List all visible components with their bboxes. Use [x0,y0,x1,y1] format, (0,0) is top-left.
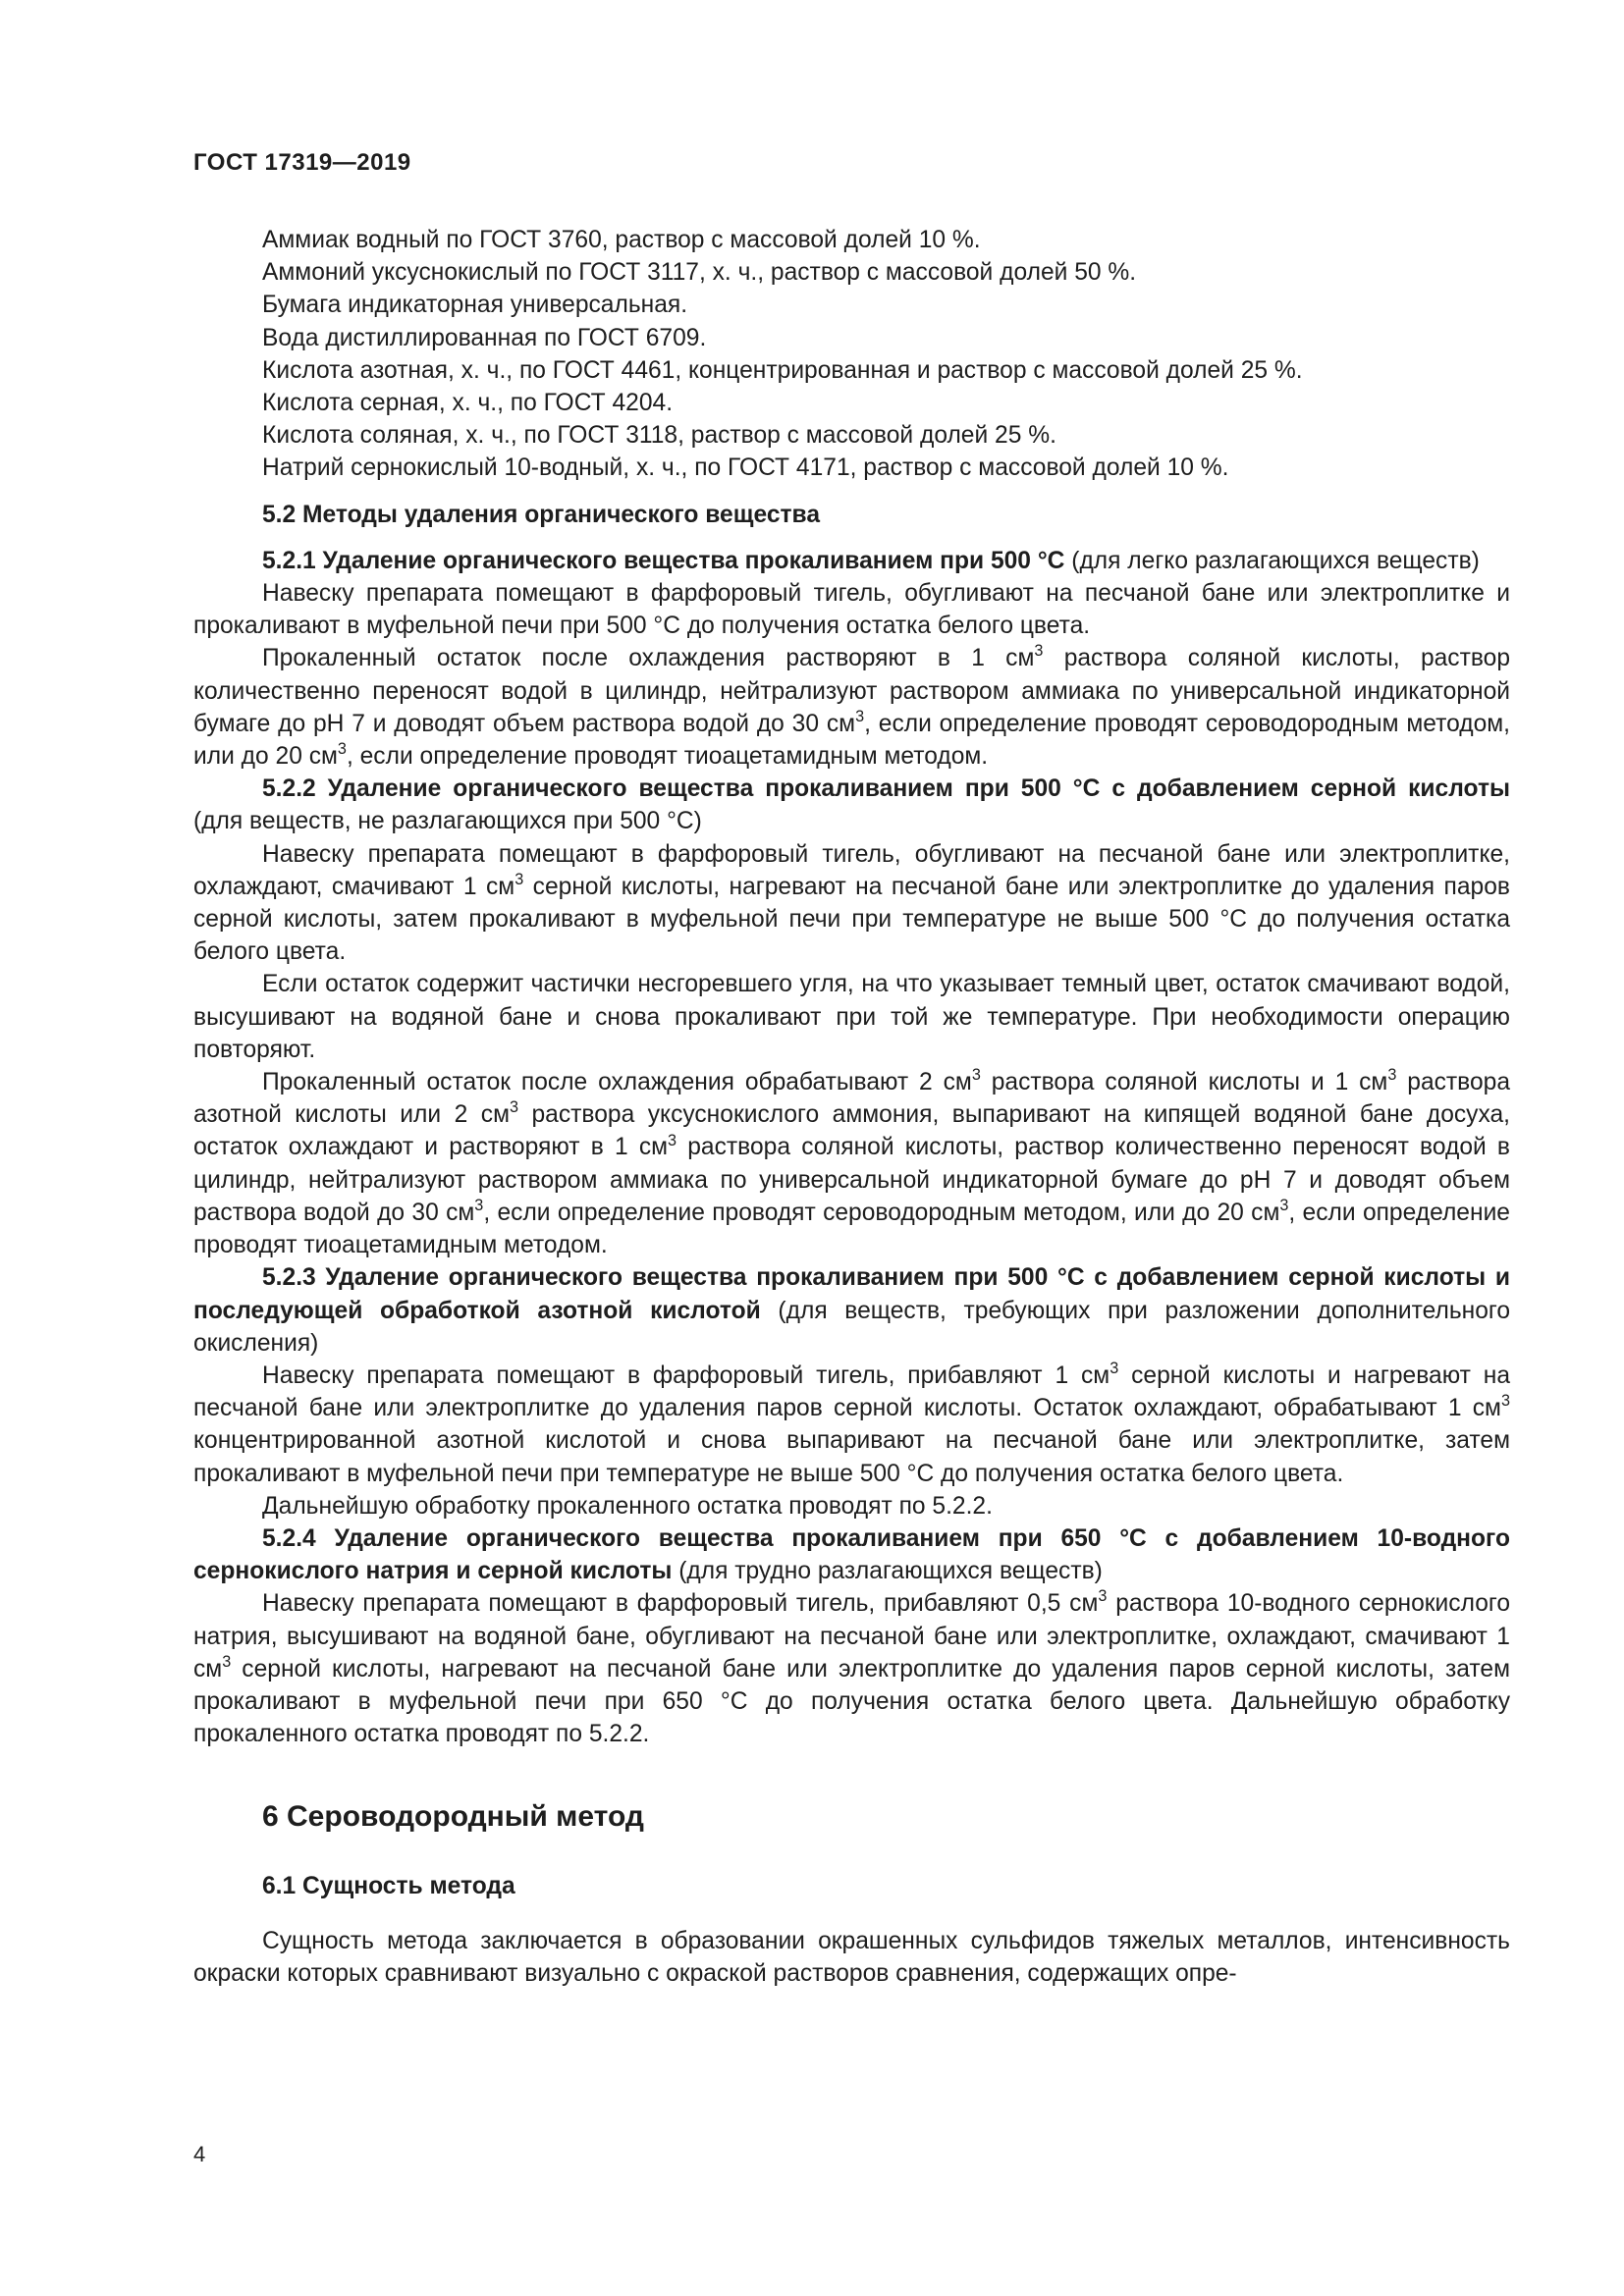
paragraph [193,1066,1510,1261]
section-title-note: (для легко разлагающихся веществ) [1064,547,1480,574]
section-title-bold: 5.2.2 Удаление органического вещества прокаливанием при 500 °С с добавлением серной кислоты [262,775,1510,803]
section-title-note: (для трудно разлагающихся веществ) [672,1558,1103,1585]
reagent-item: Кислота азотная, х. ч., по ГОСТ 4461, концентрированная и раствор с массовой долей 25 %. [262,356,1303,384]
text-run: раствора соляной кислоты, раствор количественно переносят водой в цилиндр, нейтрализуют раствором аммиака по универсальной индикаторной бумаге до рН 7 и доводят объем раствора водой до 30 см [193,645,1511,737]
superscript: 3 [1034,642,1044,661]
section-5-2-2-title [193,773,1510,837]
paragraph [193,1360,1510,1490]
text-run: , если определение проводят сероводородным методом, или до 20 см [483,1199,1280,1226]
paragraph [193,1587,1510,1750]
superscript: 3 [1110,1359,1119,1377]
reagent-item: Вода дистиллированная по ГОСТ 6709. [262,324,707,351]
section-6-heading: 6 Сероводородный метод [262,1800,644,1834]
text-run: концентрированной азотной кислотой и снова выпаривают на песчаной бане или электроплитке, затем прокаливают в муфельной печи при температуре не выше 500 °С до получения остатка белого цвета. [193,1427,1510,1487]
reagent-item: Кислота серная, х. ч., по ГОСТ 4204. [262,390,674,417]
section-title-note: (для веществ, требующих при разложении дополнительного окисления) [193,1297,1510,1357]
section-title-note: (для веществ, не разлагающихся при 500 °С) [193,808,702,835]
text-run: серной кислоты, нагревают на песчаной бане или электроплитке до удаления паров серной кислоты, затем прокаливают в муфельной печи при температуре не выше 500 °С до получения остатка белого цвета. [193,873,1510,966]
document-body [193,224,1510,1990]
superscript: 3 [509,1098,519,1117]
superscript: 3 [1279,1196,1289,1214]
superscript: 3 [668,1131,677,1149]
section-5-2-title: 5.2 Методы удаления органического вещества [262,501,821,528]
page-number: 4 [193,2142,206,2166]
reagent-item: Натрий сернокислый 10-водный, х. ч., по ГОСТ 4171, раствор с массовой долей 10 %. [262,454,1229,482]
text-run: раствора уксуснокислого аммония, выпаривают на кипящей водяной бане досуха, остаток охлаждают и растворяют в 1 см [193,1101,1510,1161]
section-title-bold: 5.2.4 Удаление органического вещества прокаливанием при 650 °С с добавлением 10-водного сернокислого натрия и серной кислоты [193,1524,1510,1585]
superscript: 3 [1387,1066,1397,1085]
superscript: 3 [474,1196,484,1214]
reagent-item: Аммиак водный по ГОСТ 3760, раствор с массовой долей 10 %. [262,227,981,253]
section-5-2-4-title [193,1522,1510,1587]
superscript: 3 [855,707,865,725]
text-run: Навеску препарата помещают в фарфоровый тигель, прибавляют 1 см [262,1362,1110,1389]
text-run: раствора соляной кислоты и 1 см [980,1069,1388,1096]
section-title-bold: 5.2.1 Удаление органического вещества прокаливанием при 500 °С [262,547,1065,574]
text-run: Прокаленный остаток после охлаждения растворяют в 1 см [262,645,1035,672]
text-run: раствора азотной кислоты или 2 см [193,1069,1511,1129]
reagent-item: Бумага индикаторная универсальная. [262,292,688,319]
superscript: 3 [514,870,524,888]
paragraph [193,642,1510,773]
text-run: раствора соляной кислоты, раствор количественно переносят водой в цилиндр, нейтрализуют раствором аммиака по универсальной индикаторной бумаге до рН 7 и доводят объем раствора водой до 30 см [193,1134,1510,1226]
reagent-item: Аммоний уксуснокислый по ГОСТ 3117, х. ч., раствор с массовой долей 50 %. [262,259,1137,287]
superscript: 3 [222,1652,232,1671]
text-run: , если определение проводят сероводородным методом, или до 20 см [193,710,1511,771]
reagent-list [193,224,1510,485]
text-run: Прокаленный остаток после охлаждения обрабатывают 2 см [262,1069,972,1096]
paragraph: Если остаток содержит частички несгоревшего угля, на что указывает темный цвет, остаток смачивают водой, высушивают на водяной бане и снова прокаливают при той же температуре. При необходимости операцию повторяют. [193,971,1510,1063]
paragraph [193,838,1510,969]
superscript: 3 [971,1066,981,1085]
section-5-2-1-title [193,545,1510,577]
text-run: Навеску препарата помещают в фарфоровый тигель, обугливают на песчаной бане или электроплитке, охлаждают, смачивают 1 см [193,840,1510,900]
section-title-bold: 5.2.3 Удаление органического вещества прокаливанием при 500 °С с добавлением серной кислоты и последующей обработкой азотной кислотой [193,1264,1510,1324]
superscript: 3 [337,740,347,759]
section-5-2-3-title [193,1261,1510,1360]
paragraph: Дальнейшую обработку прокаленного остатка проводят по 5.2.2. [262,1492,993,1520]
superscript: 3 [1500,1392,1510,1411]
text-run: , если определение проводят тиоацетамидным методом. [193,1199,1510,1259]
text-run: , если определение проводят тиоацетамидным методом. [346,743,989,771]
reagent-item: Кислота соляная, х. ч., по ГОСТ 3118, раствор с массовой долей 25 %. [262,422,1056,450]
paragraph: Сущность метода заключается в образовании окрашенных сульфидов тяжелых металлов, интенсивность окраски которых сравнивают визуально с окраской растворов сравнения, содержащих опре- [193,1927,1510,1987]
document-code-header: ГОСТ 17319—2019 [193,149,411,176]
text-run: серной кислоты и нагревают на песчаной бане или электроплитке до удаления паров серной кислоты. Остаток охлаждают, обрабатывают 1 см [193,1362,1511,1422]
text-run: серной кислоты, нагревают на песчаной бане или электроплитке до удаления паров серной кислоты, затем прокаливают в муфельной печи при 650 °С до получения остатка белого цвета. Дальнейшую обработку прокаленного остатка проводят по 5.2.2. [193,1655,1510,1748]
section-6-1-heading: 6.1 Сущность метода [262,1873,515,1900]
text-run: раствора 10-водного сернокислого натрия, высушивают на водяной бане, обугливают на песчаной бане или электроплитке, охлаждают, смачивают 1 см [193,1590,1510,1682]
text-run: Навеску препарата помещают в фарфоровый тигель, прибавляют 0,5 см [262,1590,1099,1618]
paragraph: Навеску препарата помещают в фарфоровый тигель, обугливают на песчаной бане или электроплитке и прокаливают в муфельной печи при 500 °С до получения остатка белого цвета. [193,580,1510,640]
superscript: 3 [1098,1587,1108,1606]
